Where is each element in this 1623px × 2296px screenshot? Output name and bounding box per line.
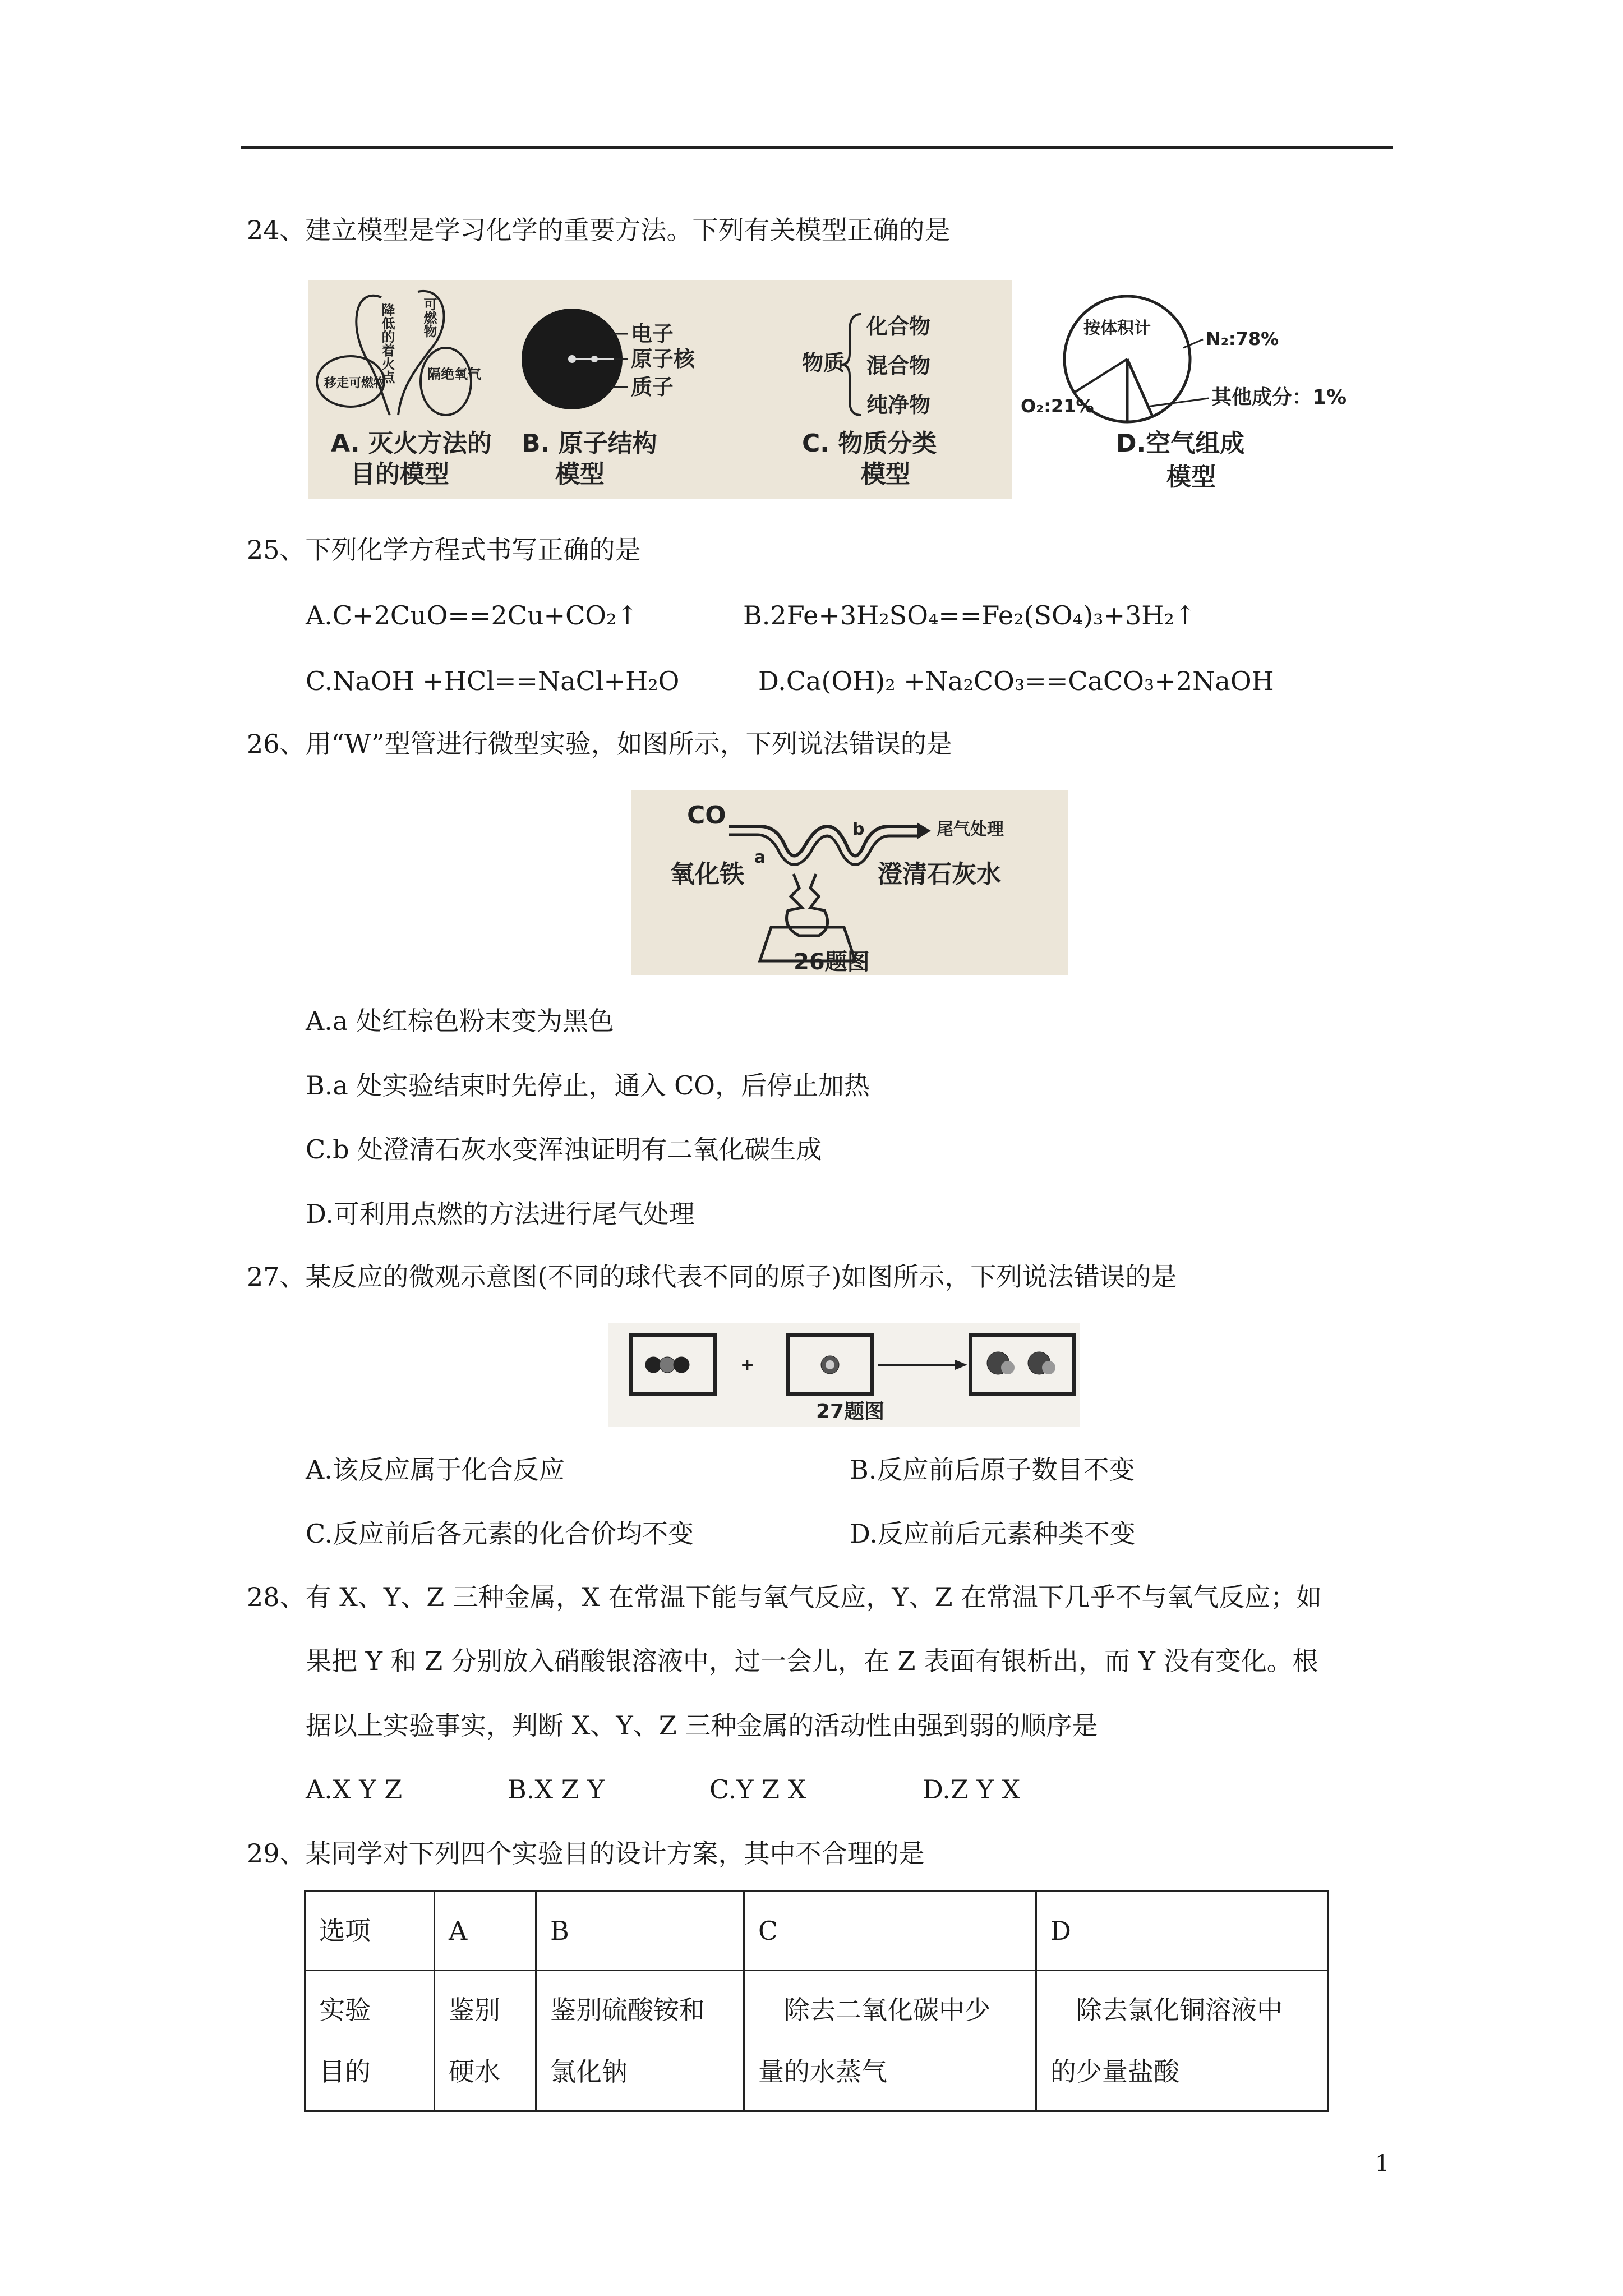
q25-option-d: D.Ca(OH)₂ +Na₂CO₃==CaCO₃+2NaOH	[758, 666, 1274, 696]
q27-option-b: B.反应前后原子数目不变	[850, 1455, 1135, 1485]
q28-option-b: B.X Z Y	[508, 1774, 605, 1805]
q27-fig-plus: +	[740, 1355, 755, 1375]
q24-fig-c-cap2: 模型	[861, 460, 910, 489]
q24-fig-b-cap2: 模型	[555, 460, 605, 489]
q29-table	[304, 1890, 1329, 2112]
q24-fig-c-left: 物质	[802, 351, 845, 375]
page-number: 1	[1375, 2151, 1390, 2177]
q24-fig-b-cap1: B. 原子结构	[522, 429, 657, 458]
table-cell: 选项	[305, 1892, 435, 1971]
table-cell: 实验 目的	[305, 1971, 435, 2111]
q24-fig-a-chars: 降低的着火点	[379, 303, 395, 384]
q29-stem: 29、某同学对下列四个实验目的设计方案，其中不合理的是	[247, 1838, 925, 1869]
q27-option-d: D.反应前后元素种类不变	[850, 1519, 1136, 1549]
q26-figure	[631, 790, 1068, 975]
q26-fig-right: 澄清石灰水	[878, 860, 1001, 889]
q28-option-a: A.X Y Z	[306, 1774, 403, 1805]
table-cell: A	[435, 1892, 536, 1971]
q26-fig-co: CO	[687, 801, 726, 830]
q26-option-d: D.可利用点燃的方法进行尾气处理	[306, 1199, 695, 1229]
q25-option-c: C.NaOH +HCl==NaCl+H₂O	[306, 666, 680, 696]
q26-option-b: B.a 处实验结束时先停止，通入 CO，后停止加热	[306, 1070, 870, 1101]
q27-stem: 27、某反应的微观示意图(不同的球代表不同的原子)如图所示，下列说法错误的是	[247, 1262, 1177, 1292]
q26-fig-left: 氧化铁	[670, 860, 744, 889]
q27-option-a: A.该反应属于化合反应	[306, 1455, 565, 1485]
q24-fig-d	[1021, 292, 1413, 499]
q24-fig-a-c4: 移走可燃物	[324, 376, 386, 390]
q25-option-b: B.2Fe+3H₂SO₄==Fe₂(SO₄)₃+3H₂↑	[743, 600, 1196, 631]
q24-fig-d-cap1: D.空气组成	[1116, 429, 1245, 458]
q28-line3: 据以上实验事实，判断 X、Y、Z 三种金属的活动性由强到弱的顺序是	[306, 1710, 1098, 1741]
q24-fig-a-c3: 隔绝氧气	[427, 366, 481, 382]
q24-fig-a-cap2: 目的模型	[351, 460, 449, 489]
table-cell: 除去二氧化碳中少 量的水蒸气	[744, 1971, 1036, 2111]
q24-figure	[308, 280, 1012, 499]
q24-fig-d-cap2: 模型	[1166, 463, 1216, 491]
q28-line1: 28、有 X、Y、Z 三种金属，X 在常温下能与氧气反应，Y、Z 在常温下几乎不与氧气反应；如	[247, 1582, 1322, 1612]
q24-fig-c-i3: 纯净物	[866, 393, 931, 417]
table-cell: 鉴别 硬水	[435, 1971, 536, 2111]
q24-fig-a-cap1: A. 灭火方法的	[331, 429, 492, 458]
q26-fig-a: a	[754, 848, 766, 867]
q25-stem: 25、下列化学方程式书写正确的是	[247, 535, 641, 565]
q26-fig-b: b	[852, 820, 865, 839]
q27-fig-cap: 27题图	[816, 1400, 885, 1423]
q24-fig-c-cap1: C. 物质分类	[802, 429, 937, 458]
q26-option-a: A.a 处红棕色粉末变为黑色	[306, 1006, 614, 1036]
q25-option-a: A.C+2CuO==2Cu+CO₂↑	[306, 600, 638, 631]
q24-stem: 24、建立模型是学习化学的重要方法。下列有关模型正确的是	[247, 215, 951, 245]
q28-line2: 果把 Y 和 Z 分别放入硝酸银溶液中，过一会儿，在 Z 表面有银析出，而 Y 没有变化。根	[306, 1646, 1318, 1676]
q24-fig-d-pie: 按体积计	[1083, 319, 1151, 338]
q26-stem: 26、用“W”型管进行微型实验，如图所示，下列说法错误的是	[247, 729, 952, 759]
q24-fig-b-l1: 电子	[631, 321, 674, 346]
q24-fig-a-c2: 可燃物	[421, 297, 437, 338]
q24-fig-d-n2: N₂:78%	[1206, 328, 1279, 349]
table-cell: C	[744, 1892, 1036, 1971]
q28-option-d: D.Z Y X	[923, 1774, 1021, 1805]
q24-fig-c-i1: 化合物	[866, 314, 931, 339]
q26-fig-tail: 尾气处理	[937, 820, 1004, 839]
q26-fig-cap: 26题图	[794, 949, 870, 975]
q27-option-c: C.反应前后各元素的化合价均不变	[306, 1519, 694, 1549]
table-cell: D	[1036, 1892, 1329, 1971]
header-rule	[241, 146, 1393, 149]
q27-figure	[608, 1323, 1080, 1427]
table-row	[305, 1971, 1329, 2111]
q26-option-c: C.b 处澄清石灰水变浑浊证明有二氧化碳生成	[306, 1134, 822, 1165]
q24-fig-d-o2: O₂:21%	[1021, 395, 1094, 417]
q28-option-c: C.Y Z X	[709, 1774, 806, 1805]
table-header-row	[305, 1892, 1329, 1971]
q24-fig-b-l2: 原子核	[631, 347, 695, 371]
q24-fig-c-i2: 混合物	[866, 353, 931, 378]
q24-fig-d-other: 其他成分：1%	[1211, 386, 1347, 409]
q24-fig-b-l3: 质子	[631, 375, 674, 399]
table-cell: 鉴别硫酸铵和 氯化钠	[536, 1971, 744, 2111]
table-cell: B	[536, 1892, 744, 1971]
table-cell: 除去氯化铜溶液中 的少量盐酸	[1036, 1971, 1329, 2111]
